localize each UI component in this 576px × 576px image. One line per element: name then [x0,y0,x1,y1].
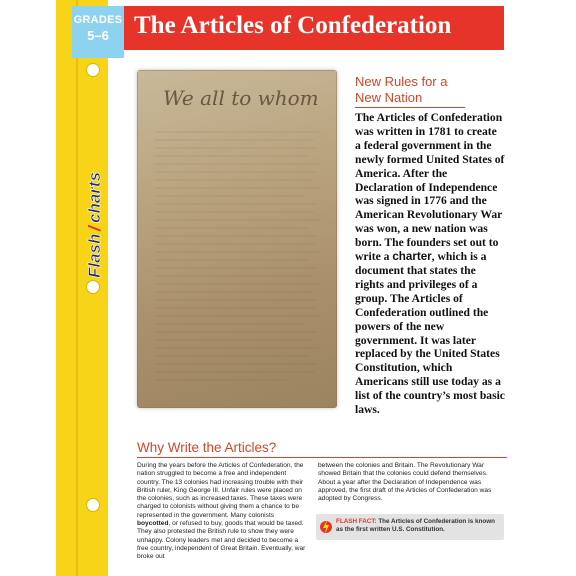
section-heading-new-rules [355,74,475,106]
heading-rule [355,107,465,108]
paragraph-text: During the years before the Articles of Confederation, the nation struggled to become a free and independent country. The 13 colonies had increasing trouble with their British ruler, King George III. Unfair rules were placed on the colonies, such as increased taxes. These taxes were charged to colonists without giving them a chance to be represented in the government. Many colonists [137,462,304,519]
binder-line [76,0,78,576]
grades-badge [72,6,124,58]
svg-text:Flash: Flash [85,233,104,278]
grades-range: 5–6 [87,28,109,43]
binder-hole [86,63,100,77]
document-photo [137,70,337,408]
binder-hole [86,280,100,294]
binder-hole [86,498,100,512]
new-rules-paragraph [355,111,505,417]
heading-line: New Nation [355,90,423,105]
page-title: The Articles of Confederation [134,12,452,39]
why-paragraph-right: between the colonies and Britain. The Revolutionary War showed Britain that the colonies could defend themselves. About a year after the Declaration of Independence was approved, the first draft of the Articles of Confederation was adopted by Congress. [318,462,492,503]
svg-text:charts: charts [85,171,104,223]
flash-charts-logo [83,160,105,280]
svg-text:/: / [85,226,104,231]
paragraph-text: , or refused to buy, goods that would be taxed. They also protested the British rule to show they were unhappy. Colony leaders met and decided to become a free country, independent of Great Britain. Eventually, war broke out [137,520,306,561]
paragraph-text: , which is a document that states the rights and privileges of a group. The Articles of Confederation outlined the powers of the new government. It was later replaced by the United States Constitution, which Americans still use today as a list of the country’s most basic laws. [355,250,505,417]
keyword-boycotted: boycotted [137,520,169,528]
paragraph-text: The Articles of Confederation was written in 1781 to create a federal government in the newly formed United States of America. After the Declaration of Independence was signed in 1776 and the American Revolutionary War was won, a new nation was born. The founders set out to write a [355,111,505,264]
flash-fact-label: FLASH FACT: [336,518,377,525]
lightning-bolt-icon [320,518,332,536]
keyword-charter: charter [392,250,432,264]
document-photo-texture [137,70,337,408]
flash-fact-body: The Articles of Confederation is known as the first written U.S. Constitution. [336,518,495,533]
section-heading-why: Why Write the Articles? [137,440,277,455]
grades-label: GRADES [73,14,123,26]
binder-strip [56,0,108,576]
flash-fact-text [336,518,502,534]
heading-line: New Rules for a [355,74,448,89]
heading-rule [137,457,507,458]
document-script-heading: We all to whom [163,86,319,110]
why-paragraph-left [137,462,309,562]
